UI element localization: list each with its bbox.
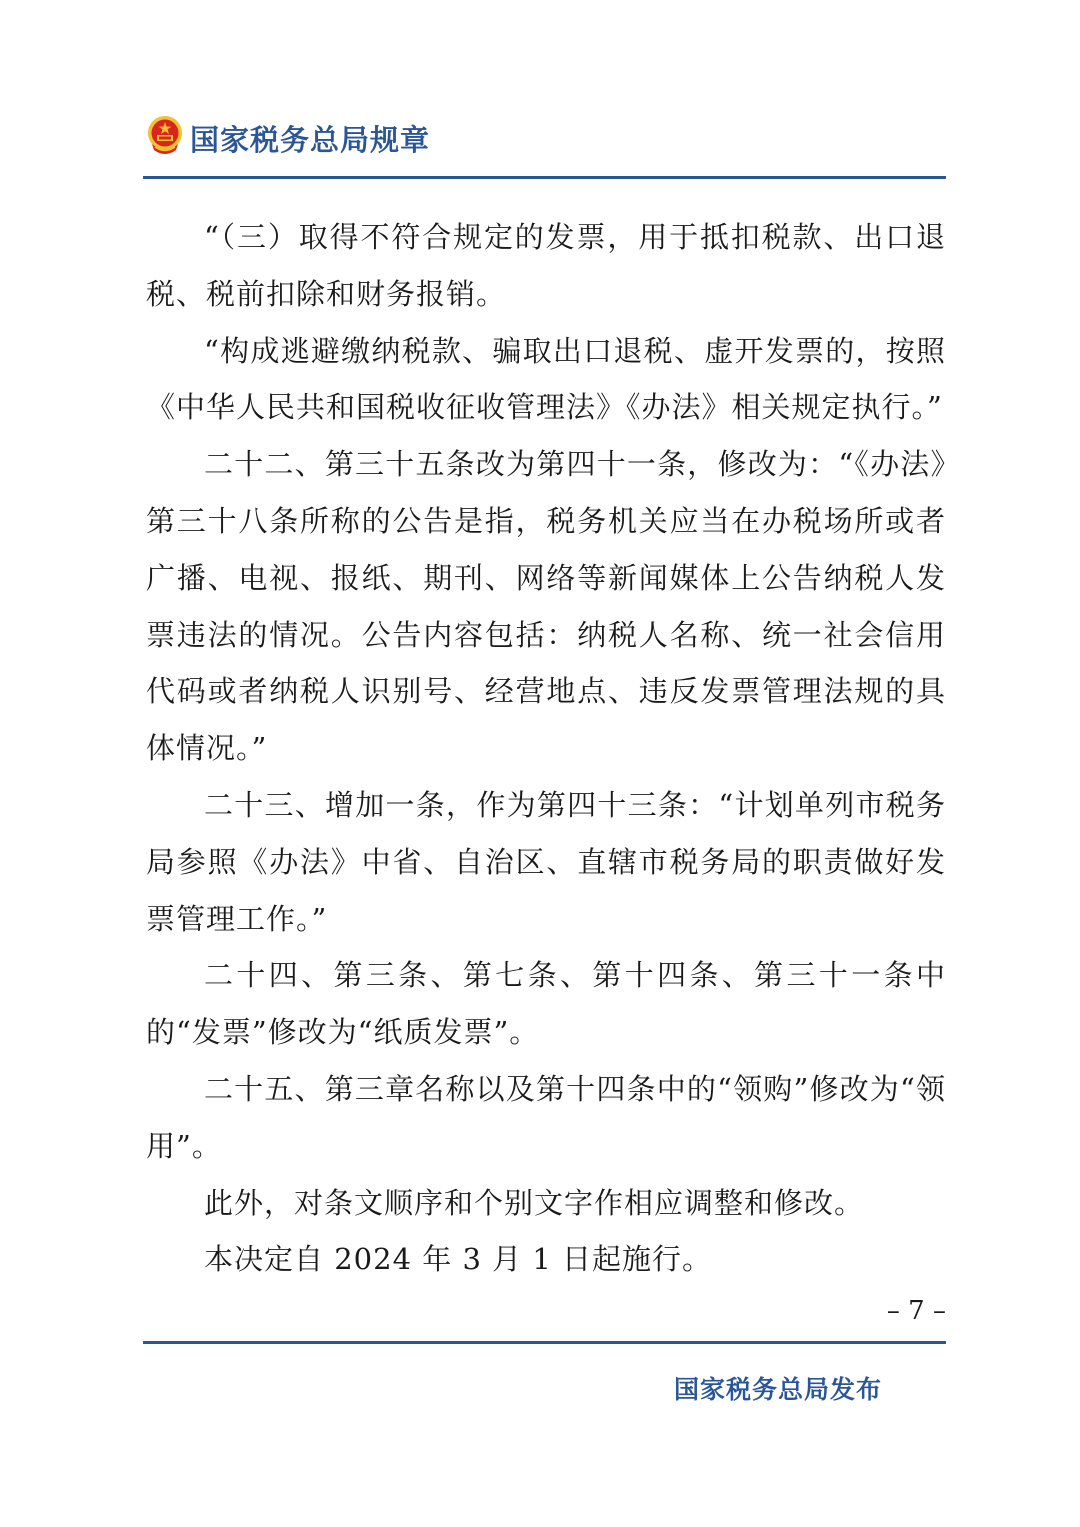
paragraph: “构成逃避缴纳税款、骗取出口退税、虚开发票的，按照《中华人民共和国税收征收管理法》《办法》相关规定执行。”: [146, 333, 946, 425]
paragraph: 二十二、第三十五条改为第四十一条，修改为：“《办法》第三十八条所称的公告是指，税务机关应当在办税场所或者广播、电视、报纸、期刊、网络等新闻媒体上公告纳税人发票违法的情况。公告内容包括：纳税人名称、统一社会信用代码或者纳税人识别号、经营地点、违反发票管理法规的具体情况。”: [146, 447, 946, 766]
header-divider: [143, 176, 946, 179]
document-body: [146, 209, 946, 1288]
paragraph: “（三）取得不符合规定的发票，用于抵扣税款、出口退税、税前扣除和财务报销。: [146, 220, 946, 311]
paragraph: 本决定自 2024 年 3 月 1 日起施行。: [204, 1242, 713, 1277]
page-header: [146, 110, 946, 170]
national-emblem-icon: [146, 114, 184, 158]
header-title: 国家税务总局规章: [190, 123, 431, 157]
footer-publisher: 国家税务总局发布: [673, 1375, 882, 1404]
paragraph: 此外，对条文顺序和个别文字作相应调整和修改。: [204, 1185, 865, 1220]
page-number: – 7 –: [886, 1296, 946, 1326]
paragraph: 二十四、第三条、第七条、第十四条、第三十一条中的“发票”修改为“纸质发票”。: [146, 958, 946, 1050]
paragraph: 二十三、增加一条，作为第四十三条：“计划单列市税务局参照《办法》中省、自治区、直辖市税务局的职责做好发票管理工作。”: [146, 787, 946, 936]
footer-divider: [143, 1341, 946, 1344]
paragraph: 二十五、第三章名称以及第十四条中的“领购”修改为“领用”。: [146, 1071, 946, 1163]
